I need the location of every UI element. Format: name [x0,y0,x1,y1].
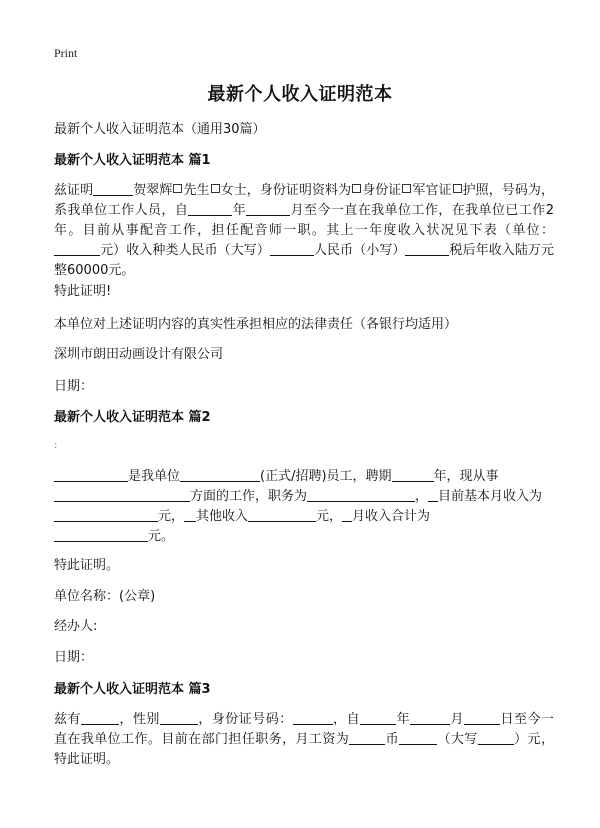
blank-line [54,507,158,522]
blank-line [270,241,314,256]
section1-date: 日期： [54,379,94,394]
section2-heading: 最新个人收入证明范本 篇2 [54,410,211,425]
section1-paragraph: 兹证明 贺翠辉 先生 女士，身份证明资料为 身份证 军官证 护照，号码为，系我单位工作人员，自 年 月至今一直在我单位工作，在我单位已工作2年。目前从事配音工作，担任配音师一职。其上一年度收入状况见下表（单位：元）收入种类人民币（大写） 人民币（小写） 税后年收入陆万元整60000元。 [54,183,554,278]
blank-line [160,710,198,725]
intro-line [54,120,554,140]
section2-dots: : [54,440,58,451]
blank-line [180,467,260,482]
blank-line [93,181,133,196]
section3-heading: 最新个人收入证明范本 篇3 [54,682,211,697]
blank-line [188,201,232,216]
blank-line [360,710,396,725]
blank-line [349,730,385,745]
blank-line [410,710,450,725]
blank-line [184,507,196,522]
section2-paragraph: 是我单位 (正式/招聘)员工，聘期 年，现从事 方面的工作，职务为 ， 目前基本月收入为 元， 其他收入 元， 月收入合计为 元。 [54,467,554,547]
blank-line [54,241,100,256]
blank-line [54,527,148,542]
blank-line [399,730,437,745]
blank-line [293,710,333,725]
blank-line [307,487,415,502]
section2-handler: 经办人: [54,619,98,634]
section3-paragraph: 兹有 ，性别 ，身份证号码： ，自 年 月 日至今一直在我单位工作。目前在部门担任职务，月工资为 币 （大写 ）元，特此证明。 [54,712,554,767]
intro-text: 最新个人收入证明范本（通用30篇） [54,122,266,137]
blank-line [246,201,290,216]
section2-certify: 特此证明。 [54,558,120,573]
checkbox-icon [352,184,361,193]
blank-line [392,467,434,482]
blank-line [405,241,449,256]
checkbox-icon [453,184,462,193]
section1-heading: 最新个人收入证明范本 篇1 [54,153,211,168]
section1-certify: 特此证明! [54,284,112,299]
blank-line [428,487,438,502]
blank-line [81,710,119,725]
blank-line [464,710,500,725]
checkbox-icon [402,184,411,193]
print-label: Print [54,46,78,60]
blank-line [54,467,128,482]
blank-line [248,507,316,522]
blank-line [342,507,352,522]
document-title: 最新个人收入证明范本 [207,84,393,105]
checkbox-icon [173,184,182,193]
checkbox-icon [211,184,220,193]
blank-line [54,487,190,502]
section1-company: 深圳市朗田动画设计有限公司 [54,347,224,362]
section1-liability: 本单位对上述证明内容的真实性承担相应的法律责任（各银行均适用） [54,317,458,332]
section2-unit-name: 单位名称：(公章) [54,589,156,604]
blank-line [478,730,514,745]
section2-date: 日期： [54,650,94,665]
